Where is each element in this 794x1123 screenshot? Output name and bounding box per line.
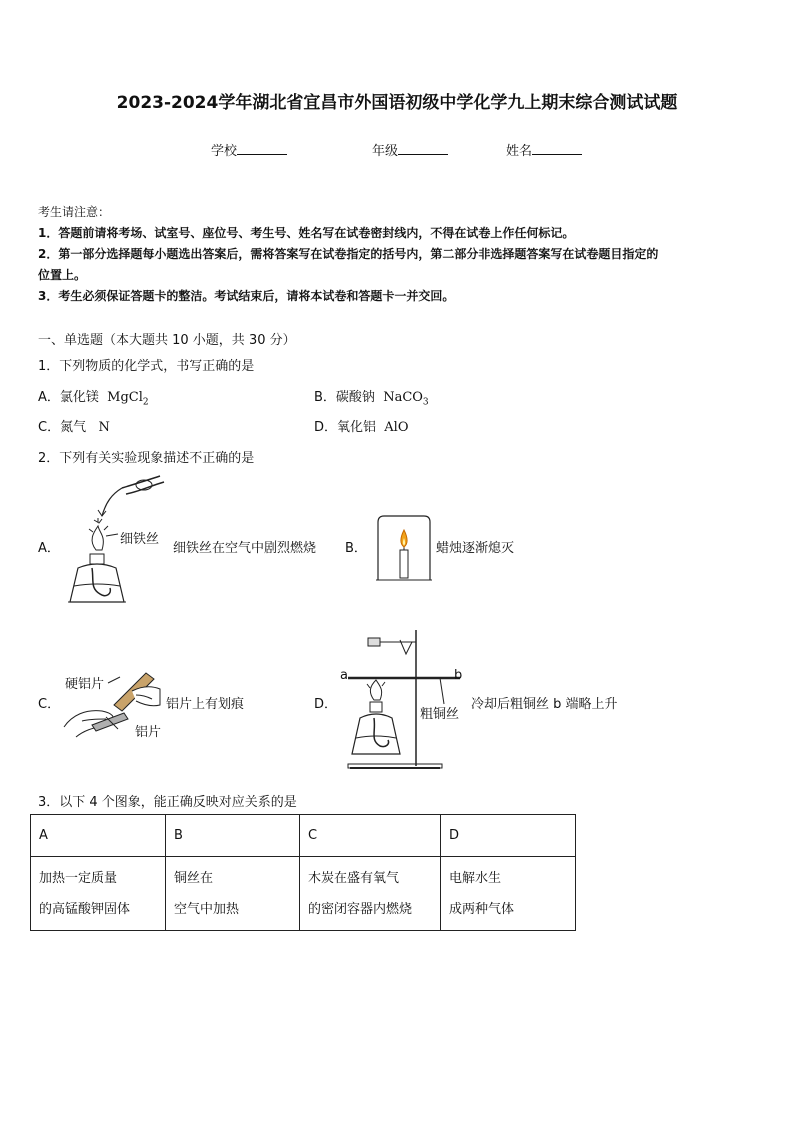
q1-option-a-formula: MgCl bbox=[107, 390, 143, 405]
q2-c-fig-label-bottom: 铝片 bbox=[135, 725, 162, 740]
notice-item-1: 1．答题前请将考场、试室号、座位号、考生号、姓名写在试卷密封线内，不得在试卷上作任何标记。 bbox=[38, 226, 575, 240]
q2-stem: 2．下列有关实验现象描述不正确的是 bbox=[38, 451, 255, 466]
q1-option-c-formula: N bbox=[98, 420, 110, 435]
school-blank[interactable] bbox=[237, 142, 287, 155]
cell-c-line2: 的密闭容器内燃烧 bbox=[308, 901, 413, 917]
notice-item-2-cont: 位置上。 bbox=[38, 268, 87, 282]
q1-option-d-formula: AlO bbox=[384, 420, 409, 435]
cell-b-line1: 铜丝在 bbox=[174, 870, 214, 886]
cell-b-line2: 空气中加热 bbox=[174, 901, 240, 917]
table-header-a[interactable]: A bbox=[31, 815, 166, 857]
copper-wire-balance-figure bbox=[340, 628, 470, 773]
notice-heading: 考生请注意： bbox=[38, 205, 111, 219]
grade-field[interactable] bbox=[372, 140, 448, 159]
q3-stem: 3．以下 4 个图象，能正确反映对应关系的是 bbox=[38, 795, 297, 810]
q1-option-a-sub: 2 bbox=[142, 397, 149, 408]
q1-stem: 1．下列物质的化学式，书写正确的是 bbox=[38, 359, 255, 374]
q2-d-label-wire: 粗铜丝 bbox=[420, 707, 460, 722]
name-blank[interactable] bbox=[532, 142, 582, 155]
q2-d-label-a: a bbox=[340, 668, 348, 683]
q1-option-c-label: C．氮气 bbox=[38, 420, 87, 435]
q1-option-b[interactable] bbox=[314, 386, 429, 408]
q1-option-d-label: D．氧化铝 bbox=[314, 420, 377, 435]
q1-option-b-label: B．碳酸钠 bbox=[314, 390, 375, 405]
q2-a-text: 细铁丝在空气中剧烈燃烧 bbox=[173, 541, 317, 556]
q1-option-b-sub: 3 bbox=[422, 397, 429, 408]
q2-b-text: 蜡烛逐渐熄灭 bbox=[436, 541, 515, 556]
table-cell-b bbox=[166, 857, 300, 931]
cell-d-line1: 电解水生 bbox=[449, 870, 502, 886]
q1-option-b-formula: NaCO bbox=[383, 390, 423, 405]
section-heading: 一、单选题（本大题共 10 小题，共 30 分） bbox=[38, 333, 296, 348]
q1-option-a-label: A．氯化镁 bbox=[38, 390, 99, 405]
q1-option-c[interactable] bbox=[38, 416, 110, 435]
q1-option-a[interactable] bbox=[38, 386, 149, 408]
name-field[interactable] bbox=[506, 140, 582, 159]
table-cell-d bbox=[441, 857, 576, 931]
candle-jar-figure bbox=[376, 514, 432, 582]
q2-option-a-letter[interactable]: A． bbox=[38, 541, 60, 556]
table-cell-a bbox=[31, 857, 166, 931]
name-label: 姓名 bbox=[506, 144, 533, 159]
q1-option-d[interactable] bbox=[314, 416, 409, 435]
notice-item-3: 3．考生必须保证答题卡的整洁。考试结束后，请将本试卷和答题卡一并交回。 bbox=[38, 289, 455, 303]
notice-item-2: 2．第一部分选择题每小题选出答案后，需将答案写在试卷指定的括号内，第二部分非选择题答案写在试卷题目指定的 bbox=[38, 247, 659, 261]
table-row bbox=[31, 857, 576, 931]
cell-c-line1: 木炭在盛有氧气 bbox=[308, 870, 400, 886]
q2-c-text: 铝片上有划痕 bbox=[166, 697, 245, 712]
q2-a-fig-label: 细铁丝 bbox=[120, 532, 160, 547]
page-title: 2023-2024学年湖北省宜昌市外国语初级中学化学九上期末综合测试试题 bbox=[116, 93, 678, 113]
cell-a-line1: 加热一定质量 bbox=[39, 870, 118, 886]
table-header-d[interactable]: D bbox=[441, 815, 576, 857]
cell-a-line2: 的高锰酸钾固体 bbox=[39, 901, 131, 917]
q2-c-fig-label-top: 硬铝片 bbox=[65, 677, 105, 692]
school-label: 学校 bbox=[211, 144, 238, 159]
grade-label: 年级 bbox=[372, 144, 399, 159]
q2-d-text: 冷却后粗铜丝 b 端略上升 bbox=[471, 697, 618, 712]
q2-option-d-letter[interactable]: D． bbox=[314, 697, 338, 712]
q3-options-table bbox=[30, 814, 576, 931]
q2-d-label-b: b bbox=[454, 668, 463, 683]
grade-blank[interactable] bbox=[398, 142, 448, 155]
q2-option-c-letter[interactable]: C． bbox=[38, 697, 61, 712]
table-header-c[interactable]: C bbox=[300, 815, 441, 857]
table-header-row bbox=[31, 815, 576, 857]
table-cell-c bbox=[300, 857, 441, 931]
q2-option-b-letter[interactable]: B． bbox=[345, 541, 367, 556]
cell-d-line2: 成两种气体 bbox=[449, 901, 515, 917]
table-header-b[interactable]: B bbox=[166, 815, 300, 857]
school-field[interactable] bbox=[211, 140, 287, 159]
